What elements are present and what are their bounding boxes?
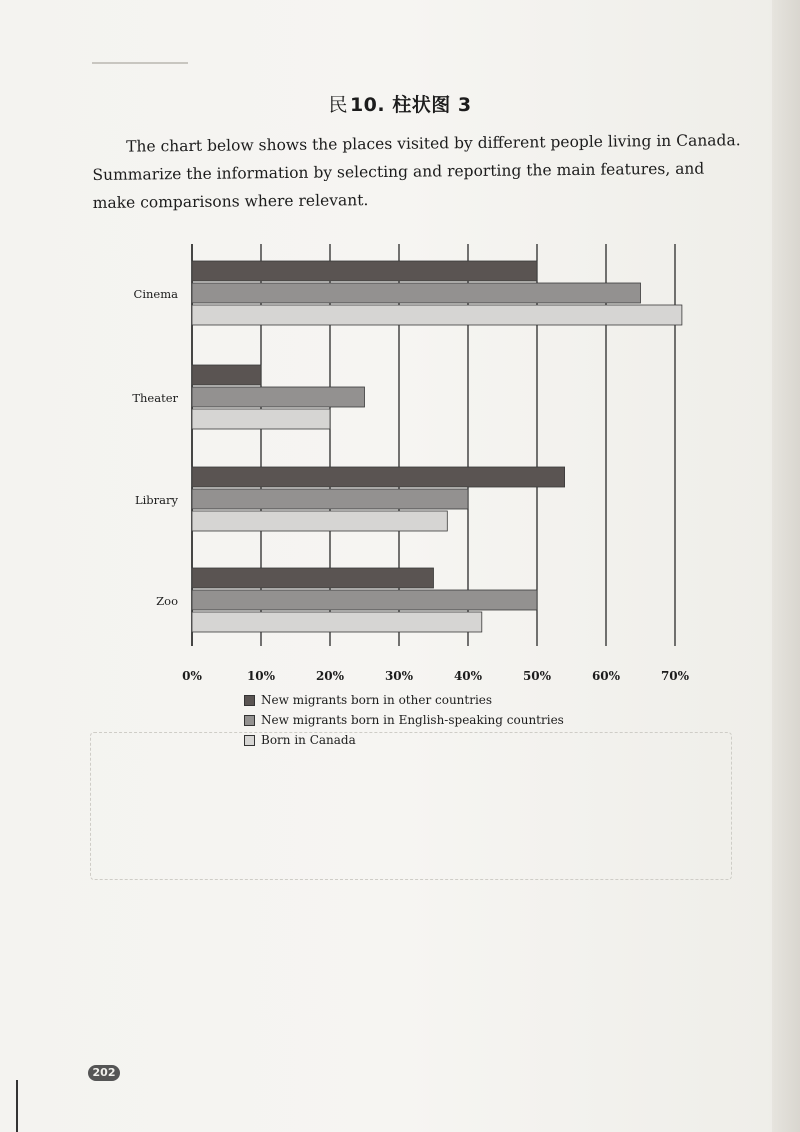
bar-theater-series-1 <box>192 365 261 385</box>
bar-cinema-series-1 <box>192 261 537 281</box>
x-tick-label-1: 10% <box>246 669 276 683</box>
x-tick-label-6: 60% <box>591 669 621 683</box>
bar-theater-series-3 <box>192 409 330 429</box>
task-prompt: The chart below shows the places visited by different people living in Canada. Summarize the information by selecting and reporting the main features, and make comparisons where relevant. <box>92 131 741 212</box>
title-text: 10. 柱状图 3 <box>349 94 472 116</box>
bar-library-series-3 <box>192 511 447 531</box>
binding-edge <box>16 1080 18 1132</box>
legend-swatch-1 <box>244 695 255 706</box>
x-tick-label-3: 30% <box>384 669 414 683</box>
category-label-cinema: Cinema <box>133 287 178 301</box>
legend-label-3: Born in Canada <box>261 733 356 747</box>
bar-cinema-series-3 <box>192 305 682 325</box>
legend-item-2 <box>244 710 564 730</box>
page-number: 202 <box>88 1065 120 1081</box>
x-tick-label-2: 20% <box>315 669 345 683</box>
legend-item-1 <box>244 690 564 710</box>
legend-swatch-2 <box>244 715 255 726</box>
notes-box <box>90 732 732 880</box>
x-tick-label-7: 70% <box>660 669 690 683</box>
category-label-theater: Theater <box>132 391 178 405</box>
bar-cinema-series-2 <box>192 283 641 303</box>
legend-label-2: New migrants born in English-speaking countries <box>261 713 564 727</box>
bar-zoo-series-2 <box>192 590 537 610</box>
bar-theater-series-2 <box>192 387 365 407</box>
category-label-library: Library <box>134 493 178 507</box>
bar-library-series-1 <box>192 467 565 487</box>
bar-library-series-2 <box>192 489 468 509</box>
legend-label-1: New migrants born in other countries <box>261 693 493 707</box>
x-tick-label-4: 40% <box>453 669 483 683</box>
x-tick-label-0: 0% <box>182 669 202 683</box>
category-label-zoo: Zoo <box>156 594 178 608</box>
title-glyph: 民 <box>328 94 348 116</box>
bar-zoo-series-1 <box>192 568 434 588</box>
x-tick-label-5: 50% <box>522 669 552 683</box>
bar-zoo-series-3 <box>192 612 482 632</box>
